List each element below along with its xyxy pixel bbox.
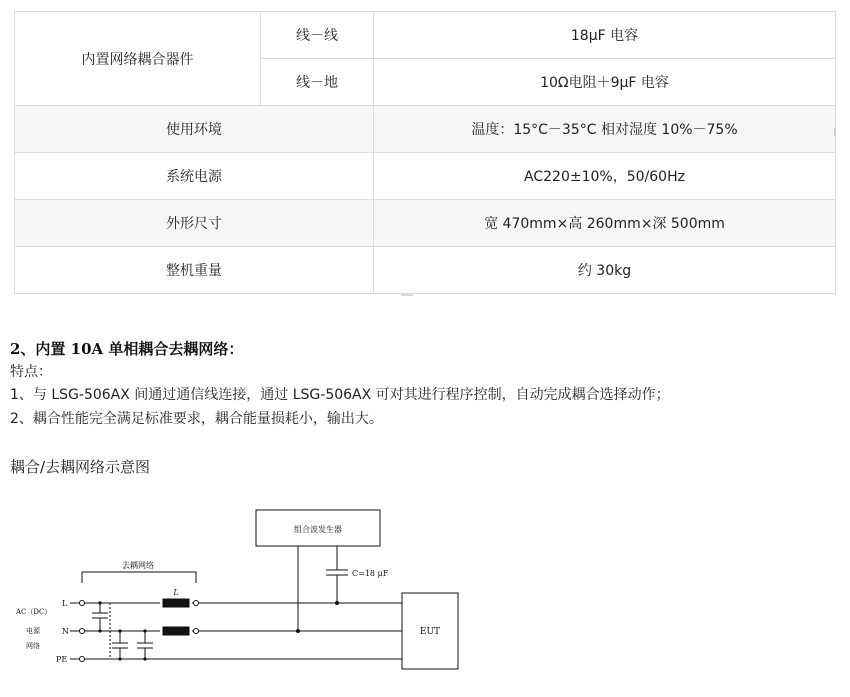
source-label-1: AC（DC）	[16, 608, 52, 616]
row-value-line-ground: 10Ω电阻＋9μF 电容	[374, 59, 836, 106]
divider-mark	[834, 128, 836, 136]
table-row	[15, 247, 836, 294]
capacitor-label: C=18 μF	[352, 569, 389, 578]
table-row	[15, 12, 836, 59]
row-label-environment: 使用环境	[15, 106, 374, 153]
table-row	[15, 106, 836, 153]
row-sublabel-line-line: 线－线	[261, 12, 374, 59]
row-label-power: 系统电源	[15, 153, 374, 200]
section-heading: 2、内置 10A 单相耦合去耦网络：	[10, 340, 244, 358]
inductor-l	[163, 599, 189, 607]
network-label: 去耦网络	[122, 561, 154, 570]
table-row	[15, 153, 836, 200]
source-label-2: 电源	[26, 627, 40, 635]
line-l-label: L	[62, 599, 68, 608]
row-label-weight: 整机重量	[15, 247, 374, 294]
diagram-caption: 耦合/去耦网络示意图	[10, 458, 151, 476]
line-pe-label: PE	[56, 655, 68, 664]
row-value-weight: 约 30kg	[374, 247, 836, 294]
table-row	[15, 200, 836, 247]
inductor-label: L	[173, 588, 179, 597]
row-value-power: AC220±10%，50/60Hz	[374, 153, 836, 200]
feature-item-2: 2、耦合性能完全满足标准要求，耦合能量损耗小，输出大。	[10, 411, 383, 427]
divider-mark	[401, 294, 413, 296]
row-value-line-line: 18μF 电容	[374, 12, 836, 59]
generator-label: 组合波发生器	[294, 525, 342, 534]
row-label-dimensions: 外形尺寸	[15, 200, 374, 247]
row-sublabel-line-ground: 线－地	[261, 59, 374, 106]
coupling-network-diagram	[0, 500, 470, 697]
features-label: 特点：	[10, 364, 52, 380]
network-bracket	[82, 572, 196, 583]
row-value-dimensions: 宽 470mm×高 260mm×深 500mm	[374, 200, 836, 247]
source-label-3: 网络	[26, 642, 40, 650]
row-value-environment: 温度：15°C－35°C 相对湿度 10%－75%	[374, 106, 836, 153]
feature-item-1: 1、与 LSG-506AX 间通过通信线连接，通过 LSG-506AX 可对其进行程序控制，自动完成耦合选择动作；	[10, 387, 670, 403]
spec-table	[14, 11, 836, 294]
eut-label: EUT	[419, 627, 441, 637]
inductor-n	[163, 627, 189, 635]
line-n-label: N	[62, 627, 69, 636]
row-label-coupling-device: 内置网络耦合器件	[15, 12, 261, 106]
